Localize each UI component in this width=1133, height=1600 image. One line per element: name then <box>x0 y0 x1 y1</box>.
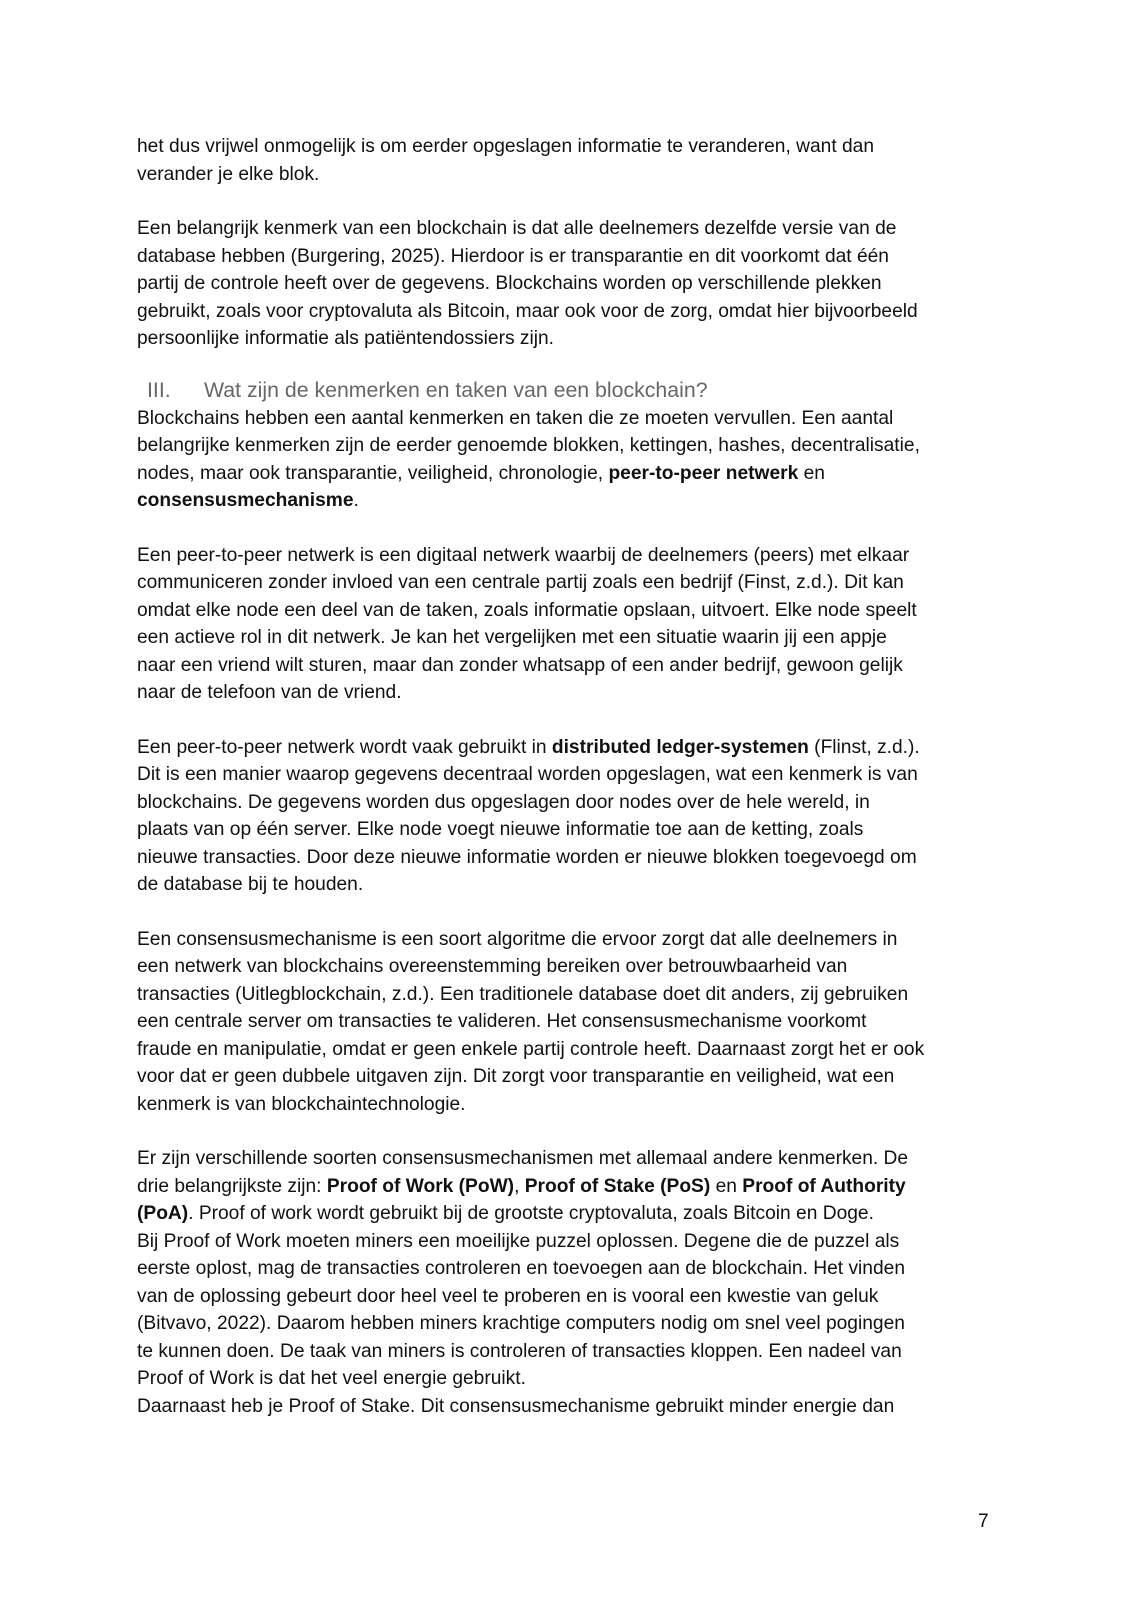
paragraph-peer-to-peer <box>137 542 1007 707</box>
paragraph-text: (Flinst, z.d.). Dit is een manier waarop gegevens decentraal worden opgeslagen, wat een kenmerk is van blockchains. De gegevens worden dus opgeslagen door nodes over de hele wereld, in plaats van op één server. Elke node voegt nieuwe informatie toe aan de ketting, zoals nieuwe transacties. Door deze nieuwe informatie worden er nieuwe blokken toegevoegd om de database bij te houden. <box>137 736 920 895</box>
document-body <box>137 133 1007 1420</box>
section-heading <box>137 376 1007 405</box>
paragraph-consensus <box>137 926 1007 1119</box>
paragraph-text: Een peer-to-peer netwerk wordt vaak gebruikt in <box>137 736 552 758</box>
paragraph-text: . Proof of work wordt gebruikt bij de grootste cryptovaluta, zoals Bitcoin en Doge. Bij Proof of Work moeten miners een moeilijke puzzel oplossen. Degene die de puzzel als eerste oplost, mag de transacties controleren en toevoegen aan de blockchain. Het vinden van de oplossing gebeurt door heel veel te proberen en is vooral een kwestie van geluk (Bitvavo, 2022). Daarom hebben miners krachtige computers nodig om snel veel pogingen te kunnen doen. De taak van miners is controleren of transacties kloppen. Een nadeel van Proof of Work is dat het veel energie gebruikt. Daarnaast heb je Proof of Stake. Dit consensusmechanisme gebruikt minder energie dan <box>137 1203 905 1417</box>
section-title: Wat zijn de kenmerken en taken van een blockchain? <box>204 377 708 402</box>
bold-term: consensusmechanisme <box>137 490 354 511</box>
bold-term: peer-to-peer netwerk <box>608 462 799 484</box>
paragraph-text: en <box>803 462 825 484</box>
paragraph-distributed-ledger <box>137 734 1007 899</box>
paragraph-text: Een belangrijk kenmerk van een blockchain is dat alle deelnemers dezelfde versie van de database hebben (Burgering, 2025). Hierdoor is er transparantie en dit voorkomt dat één partij de controle heeft over de gegevens. Blockchains worden op verschillende plekken gebruikt, zoals voor cryptovaluta als Bitcoin, maar ook voor de zorg, omdat hier bijvoorbeeld persoonlijke informatie als patiëntendossiers zijn. <box>137 218 918 349</box>
paragraph-immutability <box>137 133 1007 188</box>
paragraph-text: . <box>353 490 359 511</box>
paragraph-text: Blockchains hebben een aantal kenmerken en taken die ze moeten vervullen. Een aantal belangrijke kenmerken zijn de eerder genoemde blokken, kettingen, hashes, decentralisatie, nodes, maar ook transparantie, veiligheid, chronologie, <box>137 407 920 484</box>
paragraph-text: Er zijn verschillende soorten consensusmechanismen met allemaal andere kenmerken. De drie belangrijkste zijn: <box>137 1148 909 1197</box>
paragraph-shared-database <box>137 215 1007 353</box>
page-number: 7 <box>978 1511 989 1532</box>
paragraph-characteristics <box>137 405 1007 515</box>
section-number: III. <box>147 377 171 402</box>
paragraph-text: , <box>514 1175 525 1197</box>
paragraph-text: het dus vrijwel onmogelijk is om eerder opgeslagen informatie te veranderen, want dan verander je elke blok. <box>137 136 874 185</box>
paragraph-consensus-types <box>137 1145 1007 1420</box>
bold-term: distributed ledger-systemen <box>551 736 809 758</box>
bold-term: Proof of Work (PoW) <box>326 1175 515 1197</box>
paragraph-text: Een peer-to-peer netwerk is een digitaal netwerk waarbij de deelnemers (peers) met elkaar communiceren zonder invloed van een centrale partij zoals een bedrijf (Finst, z.d.). Dit kan omdat elke node een deel van de taken, zoals informatie opslaan, uitvoert. Elke node speelt een actieve rol in dit netwerk. Je kan het vergelijken met een situatie waarin jij een appje naar een vriend wilt sturen, maar dan zonder whatsapp of een ander bedrijf, gewoon gelijk naar de telefoon van de vriend. <box>137 544 917 703</box>
paragraph-text: Een consensusmechanisme is een soort algoritme die ervoor zorgt dat alle deelnemers in een netwerk van blockchains overeenstemming bereiken over betrouwbaarheid van transacties (Uitlegblockchain, z.d.). Een traditionele database doet dit anders, zij gebruiken een centrale server om transacties te valideren. Het consensusmechanisme voorkomt fraude en manipulatie, omdat er geen enkele partij controle heeft. Daarnaast zorgt het er ook voor dat er geen dubbele uitgaven zijn. Dit zorgt voor transparantie en veiligheid, wat een kenmerk is van blockchaintechnologie. <box>137 928 925 1115</box>
bold-term: Proof of Authority (PoA) <box>137 1175 906 1224</box>
paragraph-text: en <box>710 1175 743 1197</box>
bold-term: Proof of Stake (PoS) <box>524 1175 711 1197</box>
